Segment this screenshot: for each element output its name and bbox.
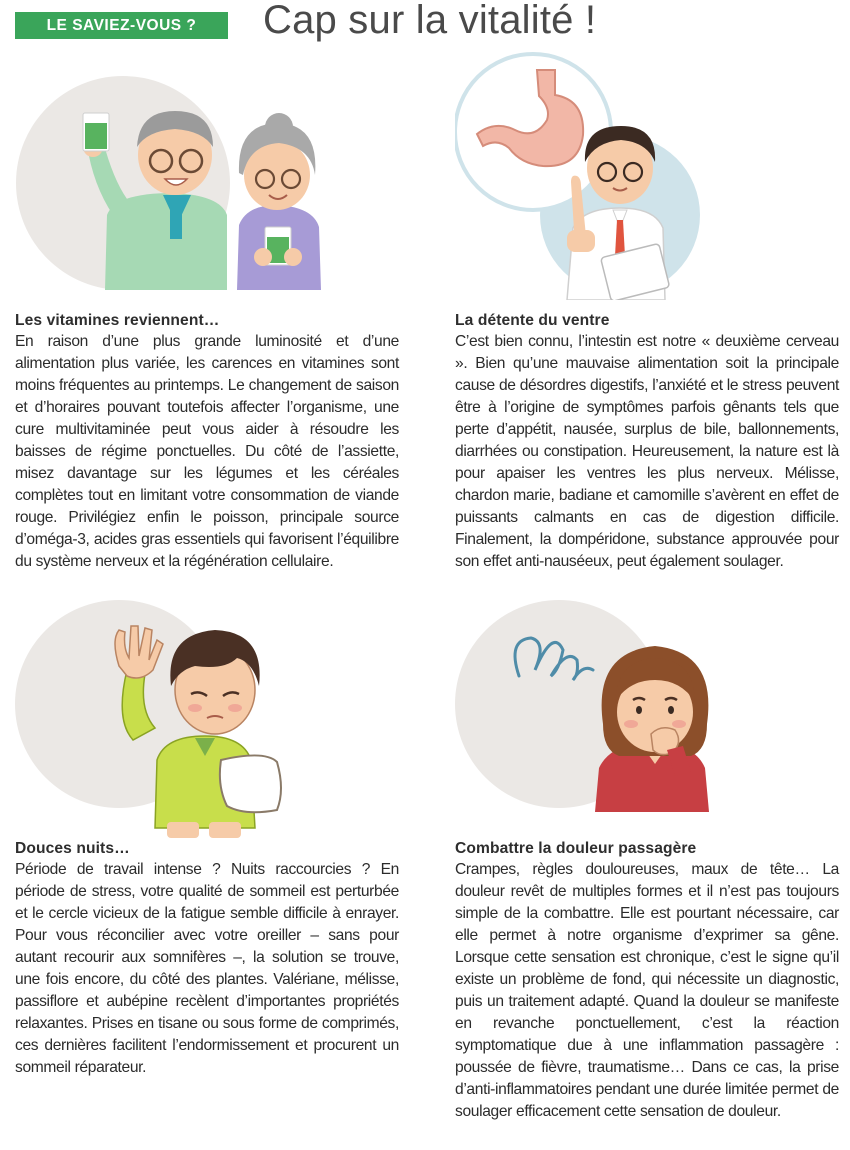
section-douleur-passagere: [455, 838, 839, 1123]
section-body: Période de travail intense ? Nuits raccourcies ? En période de stress, votre qualité de sommeil est perturbée et le cercle vicieux de la fatigue semble difficile à enrayer. Pour vous réconcilier avec votre oreiller – sans pour autant recourir aux somnifères –, la solution se trouve, une fois encore, du côté des plantes. Valériane, mélisse, passiflore et aubépine recèlent d’importantes propriétés relaxantes. Prises en tisane ou sous forme de comprimés, ces dernières facilitent l’endormissement et procurent un sommeil réparateur.: [15, 861, 399, 1076]
doctor-stomach-illustration: [455, 50, 705, 300]
worried-woman-illustration: [455, 600, 715, 812]
tired-man-illustration: [15, 600, 300, 842]
section-vitamines: [15, 310, 399, 573]
section-heading: Les vitamines reviennent…: [15, 312, 220, 329]
section-body: C’est bien connu, l’intestin est notre « deuxième cerveau ». Bien qu’une mauvaise alimentation soit la principale cause de désordres digestifs, l’anxiété et le stress peuvent être à l’origine de symptômes parfois gênants tels que perte d’appétit, nausée, surplus de bile, ballonnements, diarrhées ou constipation. Heureusement, la nature est là pour apaiser les ventres les plus nerveux. Mélisse, chardon marie, badiane et camomille s’avèrent en effet de puissants calmants en cas de digestion difficile. Finalement, la dompéridone, substance approuvée pour son effet anti-nauséeux, peut également soulager.: [455, 333, 839, 570]
section-heading: Douces nuits…: [15, 840, 130, 857]
tired-man-pajamas-icon: [15, 600, 300, 842]
section-heading: Combattre la douleur passagère: [455, 840, 697, 857]
doctor-stomach-icon: [455, 50, 705, 300]
section-detente-ventre: [455, 310, 839, 573]
page-title: Cap sur la vitalité !: [263, 0, 597, 42]
section-badge: LE SAVIEZ-VOUS ?: [15, 12, 228, 39]
section-douces-nuits: [15, 838, 399, 1079]
elderly-couple-green-drink-icon: [15, 75, 345, 290]
section-body: Crampes, règles douloureuses, maux de tête… La douleur revêt de multiples formes et il n’est pas toujours simple de la combattre. Elle est pourtant nécessaire, car elle permet à notre organisme d’exprimer sa gêne. Lorsque cette sensation est chronique, c’est le signe qu’il existe un problème de fond, qui nécessite un diagnostic, puis un traitement adapté. Quand la douleur se manifeste en revanche ponctuellement, c’est la réaction symptomatique due à une inflammation passagère : poussée de fièvre, traumatisme… Dans ce cas, la prise d’anti-inflammatoires pendant une durée limitée permet de soulager efficacement cette sensation de douleur.: [455, 861, 839, 1120]
worried-woman-pain-icon: [455, 600, 715, 812]
section-body: En raison d’une plus grande luminosité et d’une alimentation plus variée, les carences en vitamines sont moins fréquentes au printemps. Le changement de saison et d’horaires pouvant toutefois affecter l’organisme, une cure multivitaminée peut vous aider à résoudre les baisses de régime ponctuelles. Du côté de l’assiette, misez davantage sur les légumes et les céréales complètes tout en limitant votre consommation de viande rouge. Privilégiez enfin le poisson, principale source d’oméga-3, acides gras essentiels qui favorisent l’équilibre du système nerveux et la régénération cellulaire.: [15, 333, 399, 570]
elderly-couple-illustration: [15, 75, 345, 290]
section-heading: La détente du ventre: [455, 312, 610, 329]
